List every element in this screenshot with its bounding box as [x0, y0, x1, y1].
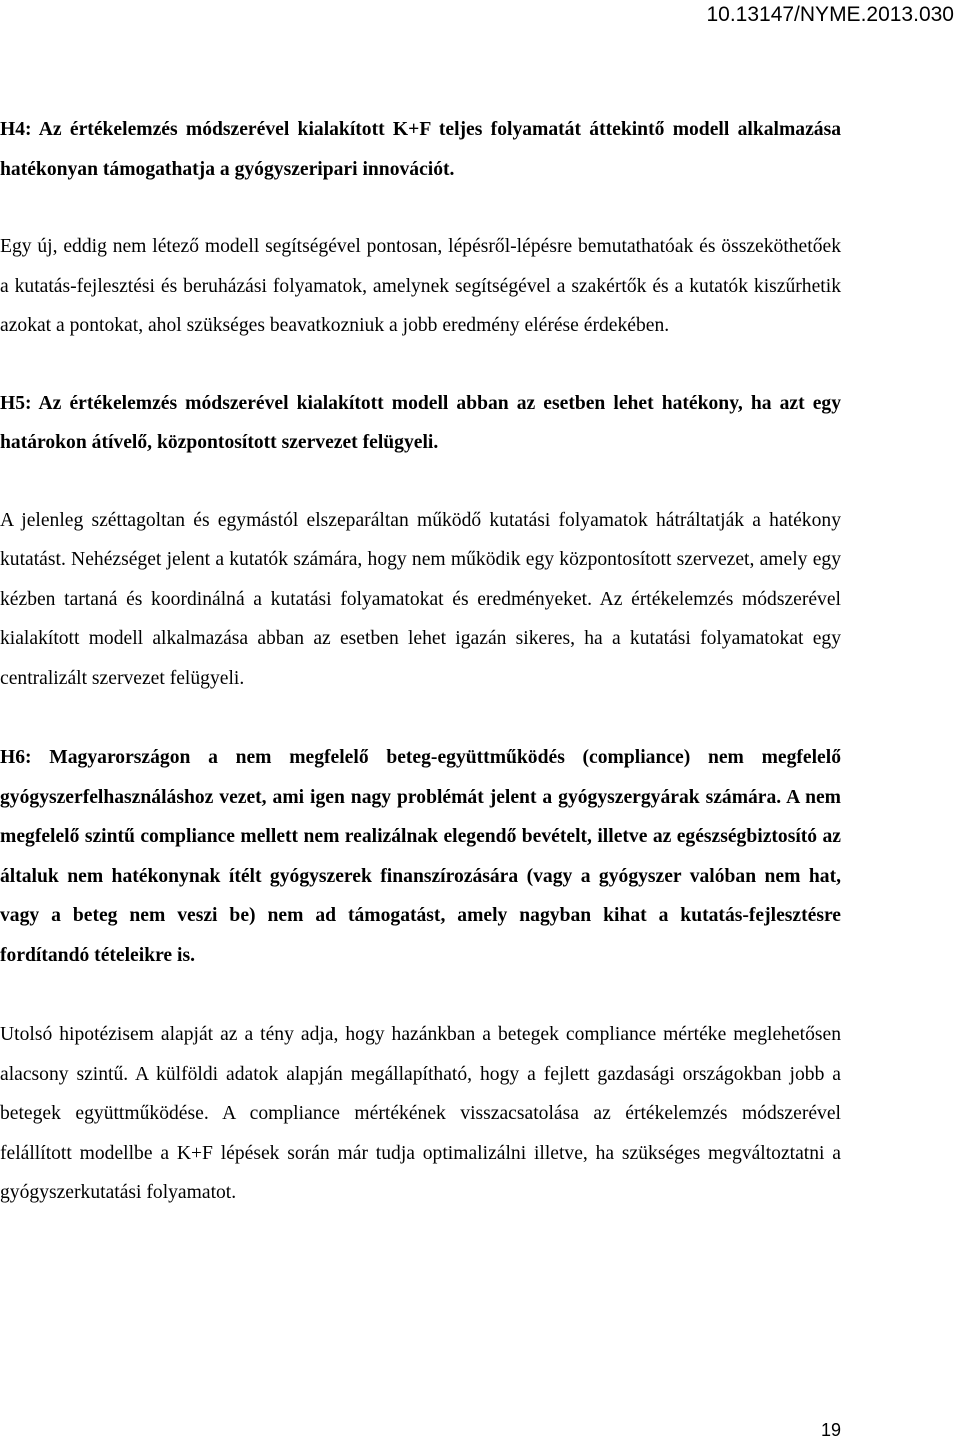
hypothesis-h6: H6: Magyarországon a nem megfelelő beteg-együttműködés (compliance) nem megfelelő gyógyszerfelhasználáshoz vezet, ami igen nagy problémát jelent a gyógyszergyárak számára. A nem megfelelő szintű compliance mellett nem realizálnak elegendő bevételt, illetve az egészségbiztosító az általuk nem hatékonynak ítélt gyógyszerek finanszírozására (vagy a gyógyszer valóban nem hat, vagy a beteg nem veszi be) nem ad támogatást, amely nagyban kihat a kutatás-fejlesztésre fordítandó tételeikre is. — [0, 747, 841, 966]
hypothesis-h5: H5: Az értékelemzés módszerével kialakított modell abban az esetben lehet hatékony, ha azt egy határokon átívelő, központosított szervezet felügyeli. — [0, 392, 841, 453]
paragraph-h6-explanation: Utolsó hipotézisem alapját az a tény adja, hogy hazánkban a betegek compliance mértéke meglehetősen alacsony szintű. A külföldi adatok alapján megállapítható, hogy a fejlett gazdasági országokban jobb a betegek együttműködése. A compliance mértékének visszacsatolása az értékelemzés módszerével felállított modellbe a K+F lépések során már tudja optimalizálni illetve, ha szükséges megváltoztatni a gyógyszerkutatási folyamatot. — [0, 1024, 841, 1203]
paragraph-h4-explanation: Egy új, eddig nem létező modell segítségével pontosan, lépésről-lépésre bemutathatóak és összeköthetőek a kutatás-fejlesztési és beruházási folyamatok, amelynek segítségével a szakértők és a kutatók kiszűrhetik azokat a pontokat, ahol szükséges beavatkozniuk a jobb eredmény elérése érdekében. — [0, 236, 841, 336]
doi-header: 10.13147/NYME.2013.030 — [706, 3, 954, 26]
paragraph-h5-explanation: A jelenleg széttagoltan és egymástól elszeparáltan működő kutatási folyamatok hátráltatják a hatékony kutatást. Nehézséget jelent a kutatók számára, hogy nem működik egy központosított szervezet, amely egy kézben tartaná és koordinálná a kutatási folyamatokat és eredményeket. Az értékelemzés módszerével kialakított modell alkalmazása abban az esetben lehet igazán sikeres, ha a kutatási folyamatokat egy centralizált szervezet felügyeli. — [0, 509, 841, 689]
hypothesis-h4: H4: Az értékelemzés módszerével kialakított K+F teljes folyamatát áttekintő modell alkalmazása hatékonyan támogathatja a gyógyszeripari innovációt. — [0, 119, 841, 180]
page-number: 19 — [820, 1420, 841, 1440]
document-body — [0, 110, 841, 1213]
